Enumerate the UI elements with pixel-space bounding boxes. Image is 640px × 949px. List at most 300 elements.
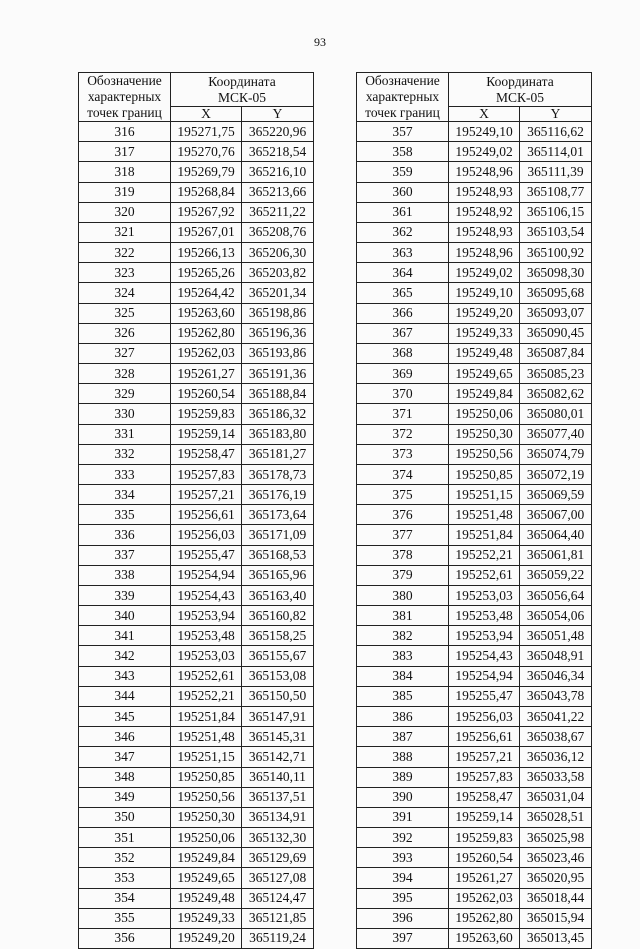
table-row <box>79 142 314 162</box>
y-coordinate-cell: 365059,22 <box>520 565 592 585</box>
table-row <box>357 747 592 767</box>
x-coordinate-cell: 195267,01 <box>171 222 242 242</box>
point-number-cell: 329 <box>79 384 171 404</box>
x-coordinate-cell: 195253,94 <box>449 626 520 646</box>
y-coordinate-cell: 365085,23 <box>520 364 592 384</box>
table-row <box>79 545 314 565</box>
point-number-cell: 324 <box>79 283 171 303</box>
x-coordinate-cell: 195261,27 <box>171 364 242 384</box>
x-coordinate-cell: 195253,94 <box>171 606 242 626</box>
point-number-cell: 337 <box>79 545 171 565</box>
point-number-cell: 325 <box>79 303 171 323</box>
table-row <box>357 485 592 505</box>
table-row <box>79 122 314 142</box>
x-coordinate-cell: 195254,94 <box>171 565 242 585</box>
table-row <box>357 807 592 827</box>
y-coordinate-cell: 365198,86 <box>242 303 314 323</box>
table-row <box>357 868 592 888</box>
y-coordinate-cell: 365150,50 <box>242 686 314 706</box>
x-coordinate-cell: 195250,06 <box>449 404 520 424</box>
y-coordinate-cell: 365069,59 <box>520 485 592 505</box>
point-number-cell: 350 <box>79 807 171 827</box>
point-number-cell: 370 <box>357 384 449 404</box>
table-row <box>79 182 314 202</box>
table-row <box>357 243 592 263</box>
table-row <box>79 565 314 585</box>
table-row <box>79 303 314 323</box>
table-row <box>79 485 314 505</box>
point-number-cell: 356 <box>79 928 171 948</box>
point-number-cell: 330 <box>79 404 171 424</box>
y-coordinate-cell: 365072,19 <box>520 464 592 484</box>
x-coordinate-cell: 195248,92 <box>449 202 520 222</box>
x-coordinate-cell: 195257,21 <box>171 485 242 505</box>
y-coordinate-cell: 365193,86 <box>242 343 314 363</box>
table-row <box>79 384 314 404</box>
point-number-cell: 341 <box>79 626 171 646</box>
table-row <box>79 747 314 767</box>
table-row <box>357 505 592 525</box>
point-number-cell: 374 <box>357 464 449 484</box>
x-coordinate-cell: 195269,79 <box>171 162 242 182</box>
point-number-cell: 334 <box>79 485 171 505</box>
y-coordinate-cell: 365103,54 <box>520 222 592 242</box>
point-number-cell: 377 <box>357 525 449 545</box>
header-coordinate-system: МСК-05 <box>218 89 267 105</box>
table-row <box>357 565 592 585</box>
x-coordinate-cell: 195259,14 <box>449 807 520 827</box>
table-row <box>79 908 314 928</box>
x-coordinate-cell: 195253,03 <box>449 585 520 605</box>
x-coordinate-cell: 195262,80 <box>449 908 520 928</box>
table-row <box>357 404 592 424</box>
x-coordinate-cell: 195253,48 <box>171 626 242 646</box>
point-number-cell: 389 <box>357 767 449 787</box>
y-coordinate-cell: 365080,01 <box>520 404 592 424</box>
header-label-line: точек границ <box>365 105 440 120</box>
x-coordinate-cell: 195254,43 <box>171 585 242 605</box>
point-number-cell: 395 <box>357 888 449 908</box>
x-coordinate-cell: 195262,80 <box>171 323 242 343</box>
y-coordinate-cell: 365064,40 <box>520 525 592 545</box>
y-coordinate-cell: 365038,67 <box>520 727 592 747</box>
y-coordinate-cell: 365188,84 <box>242 384 314 404</box>
point-number-cell: 332 <box>79 444 171 464</box>
table-row <box>357 928 592 948</box>
table-row <box>357 323 592 343</box>
header-coordinate-system: МСК-05 <box>496 89 545 105</box>
y-coordinate-cell: 365082,62 <box>520 384 592 404</box>
x-coordinate-cell: 195248,96 <box>449 243 520 263</box>
x-coordinate-cell: 195256,61 <box>171 505 242 525</box>
point-number-cell: 376 <box>357 505 449 525</box>
y-coordinate-cell: 365186,32 <box>242 404 314 424</box>
point-number-cell: 396 <box>357 908 449 928</box>
y-coordinate-cell: 365220,96 <box>242 122 314 142</box>
table-row <box>357 727 592 747</box>
y-coordinate-cell: 365036,12 <box>520 747 592 767</box>
y-coordinate-cell: 365025,98 <box>520 828 592 848</box>
x-coordinate-cell: 195249,84 <box>171 848 242 868</box>
table-row <box>79 606 314 626</box>
y-coordinate-cell: 365041,22 <box>520 706 592 726</box>
point-number-cell: 397 <box>357 928 449 948</box>
x-coordinate-cell: 195249,02 <box>449 142 520 162</box>
point-number-cell: 382 <box>357 626 449 646</box>
header-label-line: Обозначение <box>87 73 162 88</box>
x-coordinate-cell: 195254,43 <box>449 646 520 666</box>
point-number-cell: 348 <box>79 767 171 787</box>
y-coordinate-cell: 365095,68 <box>520 283 592 303</box>
point-number-cell: 386 <box>357 706 449 726</box>
point-number-cell: 375 <box>357 485 449 505</box>
table-row <box>357 686 592 706</box>
y-coordinate-cell: 365048,91 <box>520 646 592 666</box>
x-coordinate-cell: 195262,03 <box>449 888 520 908</box>
y-coordinate-cell: 365142,71 <box>242 747 314 767</box>
y-coordinate-cell: 365015,94 <box>520 908 592 928</box>
table-row <box>357 303 592 323</box>
table-row <box>79 928 314 948</box>
table-row <box>357 545 592 565</box>
table-row <box>357 585 592 605</box>
y-coordinate-cell: 365043,78 <box>520 686 592 706</box>
x-coordinate-cell: 195249,10 <box>449 122 520 142</box>
y-coordinate-cell: 365121,85 <box>242 908 314 928</box>
point-number-cell: 319 <box>79 182 171 202</box>
y-coordinate-cell: 365132,30 <box>242 828 314 848</box>
table-row <box>79 343 314 363</box>
y-coordinate-cell: 365087,84 <box>520 343 592 363</box>
y-coordinate-cell: 365153,08 <box>242 666 314 686</box>
table-row <box>79 364 314 384</box>
table-row <box>357 343 592 363</box>
x-coordinate-cell: 195248,93 <box>449 222 520 242</box>
table-row <box>357 222 592 242</box>
point-number-cell: 351 <box>79 828 171 848</box>
table-row <box>79 404 314 424</box>
y-coordinate-cell: 365165,96 <box>242 565 314 585</box>
y-coordinate-cell: 365013,45 <box>520 928 592 948</box>
x-coordinate-cell: 195261,27 <box>449 868 520 888</box>
header-label-line: Обозначение <box>365 73 440 88</box>
table-row <box>79 464 314 484</box>
table-row <box>357 706 592 726</box>
table-row <box>79 585 314 605</box>
y-coordinate-cell: 365061,81 <box>520 545 592 565</box>
x-coordinate-cell: 195250,56 <box>449 444 520 464</box>
table-row <box>357 182 592 202</box>
x-coordinate-cell: 195265,26 <box>171 263 242 283</box>
table-row <box>357 908 592 928</box>
table-row <box>79 525 314 545</box>
x-coordinate-cell: 195263,60 <box>171 303 242 323</box>
x-coordinate-cell: 195256,03 <box>449 706 520 726</box>
x-coordinate-cell: 195257,83 <box>449 767 520 787</box>
x-coordinate-cell: 195249,20 <box>449 303 520 323</box>
table-row <box>79 666 314 686</box>
y-coordinate-cell: 365218,54 <box>242 142 314 162</box>
header-point-designation <box>357 73 449 122</box>
x-coordinate-cell: 195250,85 <box>171 767 242 787</box>
x-coordinate-cell: 195250,30 <box>449 424 520 444</box>
y-coordinate-cell: 365211,22 <box>242 202 314 222</box>
table-row <box>357 606 592 626</box>
y-coordinate-cell: 365020,95 <box>520 868 592 888</box>
x-coordinate-cell: 195248,96 <box>449 162 520 182</box>
x-coordinate-cell: 195270,76 <box>171 142 242 162</box>
y-coordinate-cell: 365067,00 <box>520 505 592 525</box>
x-coordinate-cell: 195249,33 <box>171 908 242 928</box>
table-row <box>79 828 314 848</box>
x-coordinate-cell: 195258,47 <box>449 787 520 807</box>
table-row <box>79 243 314 263</box>
table-row <box>79 202 314 222</box>
point-number-cell: 390 <box>357 787 449 807</box>
table-row <box>357 828 592 848</box>
header-point-designation <box>79 73 171 122</box>
point-number-cell: 392 <box>357 828 449 848</box>
y-coordinate-cell: 365056,64 <box>520 585 592 605</box>
x-coordinate-cell: 195256,03 <box>171 525 242 545</box>
table-row <box>357 263 592 283</box>
y-coordinate-cell: 365155,67 <box>242 646 314 666</box>
x-coordinate-cell: 195259,83 <box>171 404 242 424</box>
x-coordinate-cell: 195250,06 <box>171 828 242 848</box>
point-number-cell: 345 <box>79 706 171 726</box>
y-coordinate-cell: 365196,36 <box>242 323 314 343</box>
x-coordinate-cell: 195263,60 <box>449 928 520 948</box>
table-row <box>357 525 592 545</box>
x-coordinate-cell: 195249,10 <box>449 283 520 303</box>
x-coordinate-cell: 195259,14 <box>171 424 242 444</box>
point-number-cell: 318 <box>79 162 171 182</box>
y-coordinate-cell: 365181,27 <box>242 444 314 464</box>
x-coordinate-cell: 195253,03 <box>171 646 242 666</box>
y-coordinate-cell: 365158,25 <box>242 626 314 646</box>
y-coordinate-cell: 365090,45 <box>520 323 592 343</box>
y-coordinate-cell: 365124,47 <box>242 888 314 908</box>
x-coordinate-cell: 195251,48 <box>171 727 242 747</box>
table-row <box>79 767 314 787</box>
x-coordinate-cell: 195249,48 <box>171 888 242 908</box>
table-row <box>357 142 592 162</box>
table-row <box>79 263 314 283</box>
y-coordinate-cell: 365127,08 <box>242 868 314 888</box>
y-coordinate-cell: 365216,10 <box>242 162 314 182</box>
y-coordinate-cell: 365106,15 <box>520 202 592 222</box>
y-coordinate-cell: 365114,01 <box>520 142 592 162</box>
y-coordinate-cell: 365108,77 <box>520 182 592 202</box>
table-row <box>79 444 314 464</box>
point-number-cell: 364 <box>357 263 449 283</box>
y-coordinate-cell: 365018,44 <box>520 888 592 908</box>
point-number-cell: 388 <box>357 747 449 767</box>
x-coordinate-cell: 195259,83 <box>449 828 520 848</box>
y-coordinate-cell: 365168,53 <box>242 545 314 565</box>
x-coordinate-cell: 195260,54 <box>171 384 242 404</box>
y-coordinate-cell: 365213,66 <box>242 182 314 202</box>
table-row <box>357 122 592 142</box>
x-coordinate-cell: 195271,75 <box>171 122 242 142</box>
point-number-cell: 394 <box>357 868 449 888</box>
x-coordinate-cell: 195252,21 <box>171 686 242 706</box>
y-coordinate-cell: 365119,24 <box>242 928 314 948</box>
table-row <box>357 202 592 222</box>
point-number-cell: 331 <box>79 424 171 444</box>
table-row <box>357 364 592 384</box>
header-label-line: характерных <box>365 89 440 104</box>
header-coordinate-line: Координата <box>208 73 276 89</box>
point-number-cell: 369 <box>357 364 449 384</box>
table-row <box>79 848 314 868</box>
point-number-cell: 326 <box>79 323 171 343</box>
point-number-cell: 371 <box>357 404 449 424</box>
x-coordinate-cell: 195249,65 <box>449 364 520 384</box>
point-number-cell: 317 <box>79 142 171 162</box>
y-coordinate-cell: 365145,31 <box>242 727 314 747</box>
y-coordinate-cell: 365176,19 <box>242 485 314 505</box>
table-row <box>357 464 592 484</box>
point-number-cell: 335 <box>79 505 171 525</box>
point-number-cell: 320 <box>79 202 171 222</box>
point-number-cell: 353 <box>79 868 171 888</box>
x-coordinate-cell: 195251,15 <box>449 485 520 505</box>
y-coordinate-cell: 365028,51 <box>520 807 592 827</box>
x-coordinate-cell: 195257,21 <box>449 747 520 767</box>
point-number-cell: 373 <box>357 444 449 464</box>
x-coordinate-cell: 195251,84 <box>171 706 242 726</box>
table-row <box>357 283 592 303</box>
y-coordinate-cell: 365111,39 <box>520 162 592 182</box>
x-coordinate-cell: 195253,48 <box>449 606 520 626</box>
y-coordinate-cell: 365054,06 <box>520 606 592 626</box>
table-row <box>357 162 592 182</box>
table-row <box>357 787 592 807</box>
y-coordinate-cell: 365051,48 <box>520 626 592 646</box>
y-coordinate-cell: 365098,30 <box>520 263 592 283</box>
table-row <box>357 888 592 908</box>
y-coordinate-cell: 365074,79 <box>520 444 592 464</box>
point-number-cell: 352 <box>79 848 171 868</box>
x-coordinate-cell: 195249,02 <box>449 263 520 283</box>
x-coordinate-cell: 195267,92 <box>171 202 242 222</box>
x-coordinate-cell: 195254,94 <box>449 666 520 686</box>
point-number-cell: 372 <box>357 424 449 444</box>
point-number-cell: 357 <box>357 122 449 142</box>
x-coordinate-cell: 195251,15 <box>171 747 242 767</box>
table-body-right <box>357 122 592 949</box>
header-coordinate <box>449 73 592 107</box>
point-number-cell: 347 <box>79 747 171 767</box>
table-row <box>79 505 314 525</box>
x-coordinate-cell: 195250,30 <box>171 807 242 827</box>
point-number-cell: 362 <box>357 222 449 242</box>
point-number-cell: 321 <box>79 222 171 242</box>
point-number-cell: 355 <box>79 908 171 928</box>
x-coordinate-cell: 195262,03 <box>171 343 242 363</box>
y-coordinate-cell: 365171,09 <box>242 525 314 545</box>
table-row <box>79 787 314 807</box>
y-coordinate-cell: 365201,34 <box>242 283 314 303</box>
table-row <box>79 323 314 343</box>
y-coordinate-cell: 365163,40 <box>242 585 314 605</box>
point-number-cell: 393 <box>357 848 449 868</box>
x-coordinate-cell: 195249,20 <box>171 928 242 948</box>
point-number-cell: 344 <box>79 686 171 706</box>
point-number-cell: 387 <box>357 727 449 747</box>
point-number-cell: 367 <box>357 323 449 343</box>
x-coordinate-cell: 195249,48 <box>449 343 520 363</box>
point-number-cell: 343 <box>79 666 171 686</box>
x-coordinate-cell: 195250,56 <box>171 787 242 807</box>
point-number-cell: 368 <box>357 343 449 363</box>
x-coordinate-cell: 195252,61 <box>171 666 242 686</box>
header-x: X <box>171 107 242 122</box>
x-coordinate-cell: 195260,54 <box>449 848 520 868</box>
point-number-cell: 346 <box>79 727 171 747</box>
point-number-cell: 380 <box>357 585 449 605</box>
point-number-cell: 339 <box>79 585 171 605</box>
x-coordinate-cell: 195252,21 <box>449 545 520 565</box>
page-number: 93 <box>314 35 326 49</box>
point-number-cell: 384 <box>357 666 449 686</box>
table-row <box>79 283 314 303</box>
header-x: X <box>449 107 520 122</box>
x-coordinate-cell: 195249,84 <box>449 384 520 404</box>
y-coordinate-cell: 365129,69 <box>242 848 314 868</box>
point-number-cell: 322 <box>79 243 171 263</box>
y-coordinate-cell: 365203,82 <box>242 263 314 283</box>
table-row <box>357 646 592 666</box>
y-coordinate-cell: 365208,76 <box>242 222 314 242</box>
x-coordinate-cell: 195252,61 <box>449 565 520 585</box>
table-row <box>357 424 592 444</box>
y-coordinate-cell: 365033,58 <box>520 767 592 787</box>
x-coordinate-cell: 195258,47 <box>171 444 242 464</box>
table-row <box>357 666 592 686</box>
point-number-cell: 360 <box>357 182 449 202</box>
table-row <box>357 384 592 404</box>
point-number-cell: 391 <box>357 807 449 827</box>
table-row <box>79 727 314 747</box>
x-coordinate-cell: 195264,42 <box>171 283 242 303</box>
table-body-left <box>79 122 314 949</box>
y-coordinate-cell: 365140,11 <box>242 767 314 787</box>
point-number-cell: 328 <box>79 364 171 384</box>
table-row <box>79 807 314 827</box>
x-coordinate-cell: 195268,84 <box>171 182 242 202</box>
point-number-cell: 365 <box>357 283 449 303</box>
header-coordinate-line: Координата <box>486 73 554 89</box>
x-coordinate-cell: 195266,13 <box>171 243 242 263</box>
x-coordinate-cell: 195255,47 <box>449 686 520 706</box>
table-row <box>79 888 314 908</box>
x-coordinate-cell: 195250,85 <box>449 464 520 484</box>
point-number-cell: 361 <box>357 202 449 222</box>
point-number-cell: 358 <box>357 142 449 162</box>
table-row <box>357 444 592 464</box>
table-row <box>79 626 314 646</box>
x-coordinate-cell: 195256,61 <box>449 727 520 747</box>
y-coordinate-cell: 365093,07 <box>520 303 592 323</box>
point-number-cell: 383 <box>357 646 449 666</box>
table-row <box>357 626 592 646</box>
table-row <box>357 767 592 787</box>
point-number-cell: 340 <box>79 606 171 626</box>
header-y: Y <box>242 107 314 122</box>
table-row <box>79 424 314 444</box>
